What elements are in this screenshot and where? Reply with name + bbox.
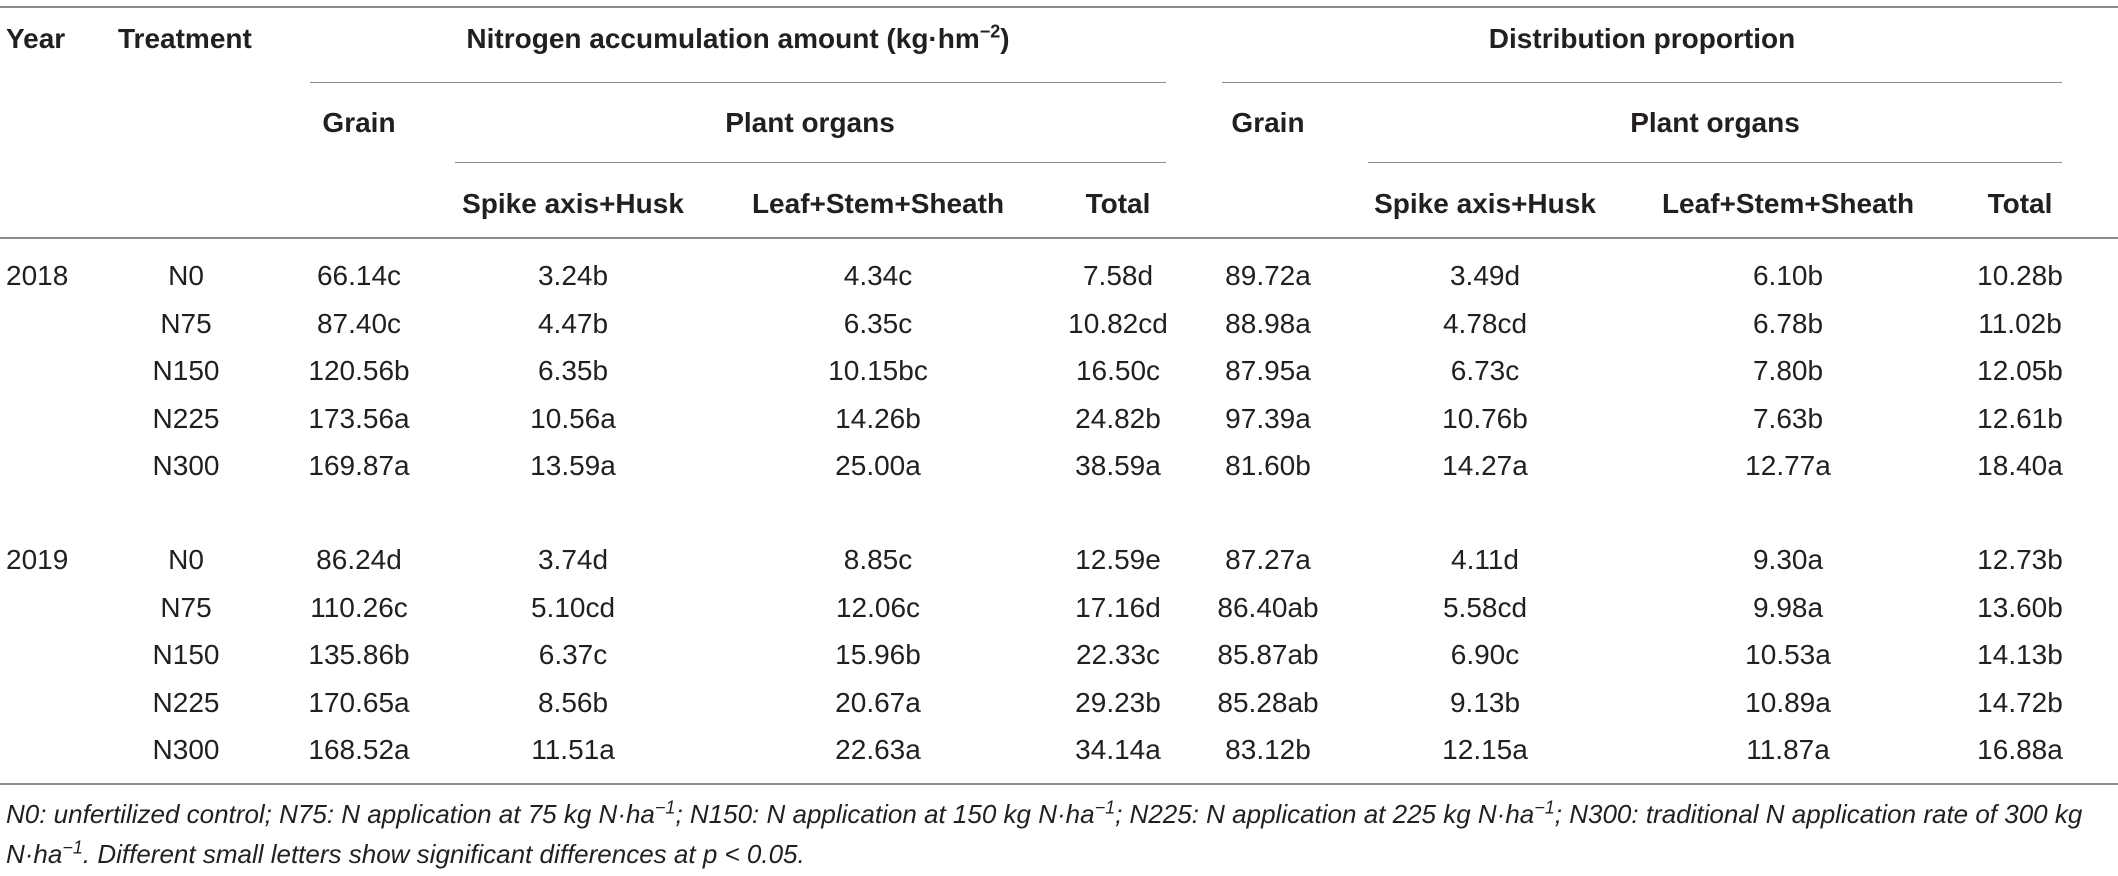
total-distribution-cell: 16.88a [1977,734,2063,765]
spike-distribution-cell: 3.49d [1449,260,1521,291]
header-spike-distribution: Spike axis+Husk [1374,188,1596,219]
spike-distribution-cell: 9.13b [1449,686,1521,718]
treatment-cell: N225 [152,402,220,434]
year-label: 2018 [6,260,69,291]
treatment-cell: N150 [152,639,220,670]
nitrogen-group-rule [310,82,1166,83]
total-distribution-cell: 13.60b [1977,591,2063,623]
leaf-nitrogen-cell: 12.06c [835,591,921,623]
grain-distribution-cell: 97.39a [1225,402,1311,434]
treatment-cell: N0 [168,260,204,291]
spike-distribution-cell: 12.15a [1442,734,1528,765]
total-nitrogen-cell: 22.33c [1075,639,1161,670]
treatment-cell: N75 [160,591,212,623]
grain-distribution-cell: 85.87ab [1217,639,1319,670]
total-nitrogen-cell: 29.23b [1075,686,1161,718]
leaf-distribution-cell: 9.30a [1752,544,1824,575]
spike-distribution-cell: 4.11d [1451,544,1519,575]
leaf-distribution-cell: 9.98a [1752,591,1824,623]
leaf-distribution-cell: 10.89a [1745,686,1831,718]
grain-distribution-cell: 87.27a [1225,544,1311,575]
spike-nitrogen-cell: 6.35b [537,355,609,386]
table-footnote: N0: unfertilized control; N75: N application at 75 kg $N\cdot ha^{-1}$; N150: N application at 150 kg $N\cdot ha^{-1}$; N225: N application at 225 kg $N\cdot ha^{-1}$; N300: traditional N application rate of 300 kg $N\cdot ha^{-1}$. Different small letters show significant differences at p < 0.05. [6,797,2083,869]
total-distribution-cell: 12.05b [1977,355,2063,386]
spike-nitrogen-cell: 6.37c [538,639,608,670]
header-total-nitrogen: Total [1085,188,1151,219]
spike-distribution-cell: 6.90c [1450,639,1520,670]
table-bottom-rule [0,783,2118,785]
leaf-distribution-cell: 7.80b [1752,355,1824,386]
total-nitrogen-cell: 10.82cd [1068,307,1168,339]
total-nitrogen-cell: 17.16d [1075,591,1161,623]
leaf-distribution-cell: 6.10b [1752,260,1824,291]
total-nitrogen-cell: 12.59e [1075,544,1161,575]
distribution-group-rule [1222,82,2062,83]
treatment-cell: N150 [152,355,220,386]
leaf-distribution-cell: 12.77a [1745,450,1831,481]
grain-distribution-cell: 83.12b [1225,734,1311,765]
header-grain-distribution: Grain [1231,107,1305,138]
spike-distribution-cell: 14.27a [1442,450,1528,481]
total-nitrogen-cell: 34.14a [1075,734,1161,765]
leaf-nitrogen-cell: 10.15bc [828,355,928,386]
total-nitrogen-cell: 7.58d [1082,260,1154,291]
grain-distribution-cell: 81.60b [1225,450,1311,481]
spike-distribution-cell: 6.73c [1450,355,1520,386]
header-grain-nitrogen: Grain [322,107,396,138]
plant-organs-rule-right [1368,162,2062,163]
header-leaf-distribution: Leaf+Stem+Sheath [1661,188,1915,219]
spike-nitrogen-cell: 5.10cd [530,591,616,623]
header-leaf-nitrogen: Leaf+Stem+Sheath [751,188,1005,219]
total-distribution-cell: 18.40a [1977,450,2063,481]
grain-nitrogen-cell: 135.86b [308,639,410,670]
total-distribution-cell: 12.61b [1977,402,2063,434]
total-nitrogen-cell: 38.59a [1075,450,1161,481]
leaf-nitrogen-cell: 14.26b [835,402,921,434]
header-treatment: Treatment [118,23,252,54]
leaf-distribution-cell: 7.63b [1752,402,1824,434]
header-nitrogen-accumulation: Nitrogen accumulation amount $(kg\cdot hm^{-2})$ [466,21,1010,54]
grain-distribution-cell: 87.95a [1225,355,1311,386]
spike-nitrogen-cell: 8.56b [537,686,609,718]
grain-nitrogen-cell: 87.40c [316,307,402,339]
leaf-distribution-cell: 6.78b [1752,307,1824,339]
treatment-cell: N225 [152,686,220,718]
grain-nitrogen-cell: 169.87a [308,450,410,481]
leaf-nitrogen-cell: 6.35c [843,307,913,339]
grain-distribution-cell: 88.98a [1225,307,1311,339]
header-year: Year [6,23,66,54]
total-distribution-cell: 14.13b [1977,639,2063,670]
treatment-cell: N75 [160,307,212,339]
grain-nitrogen-cell: 168.52a [308,734,410,765]
total-distribution-cell: 11.02b [1978,307,2062,339]
grain-nitrogen-cell: 66.14c [316,260,402,291]
grain-nitrogen-cell: 110.26c [310,591,408,623]
year-label: 2019 [6,544,69,575]
spike-nitrogen-cell: 13.59a [530,450,616,481]
leaf-distribution-cell: 11.87a [1746,734,1830,765]
spike-nitrogen-cell: 10.56a [530,402,616,434]
total-distribution-cell: 12.73b [1977,544,2063,575]
treatment-cell: N0 [168,544,204,575]
spike-distribution-cell: 10.76b [1442,402,1528,434]
treatment-cell: N300 [152,734,220,765]
grain-nitrogen-cell: 173.56a [308,402,410,434]
header-total-distribution: Total [1987,188,2053,219]
plant-organs-rule-left [455,162,1166,163]
leaf-nitrogen-cell: 8.85c [843,544,913,575]
total-nitrogen-cell: 24.82b [1075,402,1161,434]
grain-distribution-cell: 85.28ab [1217,686,1319,718]
leaf-nitrogen-cell: 20.67a [835,686,921,718]
spike-distribution-cell: 4.78cd [1442,307,1528,339]
header-plant-organs-distribution: Plant organs [1630,107,1800,138]
grain-nitrogen-cell: 170.65a [308,686,410,718]
grain-distribution-cell: 86.40ab [1217,591,1319,623]
header-bottom-rule [0,237,2118,239]
top-rule [0,6,2118,8]
total-nitrogen-cell: 16.50c [1075,355,1161,386]
spike-nitrogen-cell: 11.51a [531,734,615,765]
leaf-distribution-cell: 10.53a [1745,639,1831,670]
spike-nitrogen-cell: 4.47b [537,307,609,339]
spike-nitrogen-cell: 3.24b [537,260,609,291]
grain-nitrogen-cell: 86.24d [316,544,402,575]
grain-nitrogen-cell: 120.56b [308,355,410,386]
header-spike-nitrogen: Spike axis+Husk [462,188,684,219]
grain-distribution-cell: 89.72a [1225,260,1311,291]
treatment-cell: N300 [152,450,220,481]
leaf-nitrogen-cell: 15.96b [835,639,921,670]
spike-distribution-cell: 5.58cd [1442,591,1528,623]
spike-nitrogen-cell: 3.74d [537,544,609,575]
total-distribution-cell: 10.28b [1977,260,2063,291]
header-plant-organs-nitrogen: Plant organs [725,107,895,138]
leaf-nitrogen-cell: 22.63a [835,734,921,765]
total-distribution-cell: 14.72b [1977,686,2063,718]
leaf-nitrogen-cell: 25.00a [835,450,921,481]
leaf-nitrogen-cell: 4.34c [843,260,913,291]
header-distribution-proportion: Distribution proportion [1488,23,1796,54]
